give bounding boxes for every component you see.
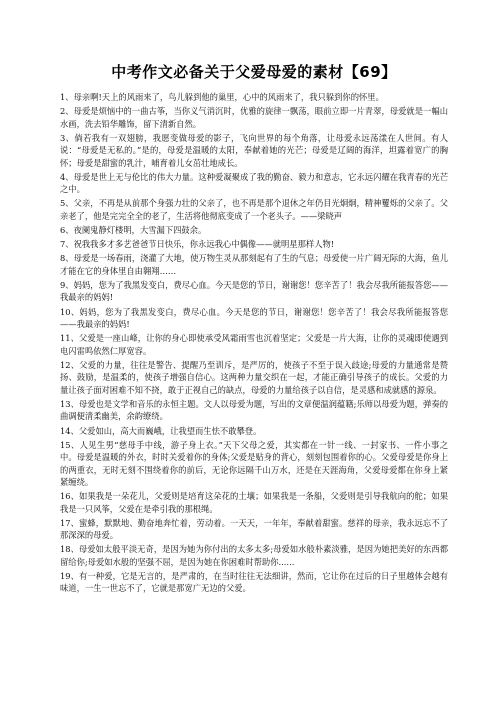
list-item: 18、母爱如太般平淡无奇，是因为她为你付出的太多太多;母爱如水般朴素淡雅，是因为她把美好的东西都留给你;母爱如水般的坚强不屈，是因为她在你困难时帮助你...... [60,544,448,567]
list-item: 1、母亲啊!天上的风雨来了，鸟儿躲到他的巢里，心中的风雨来了，我只躲到你的怀里。 [60,92,384,102]
list-item: 6、夜阑鬼静灯楼明，大雪漏下四鼓余。 [60,225,207,236]
list-item: 3、倘若我有一双翅膀，我愿变做母爱的影子，飞向世界的每个角落，让母爱永远荡漾在人世间。有人说：“母爱是无私的。”是的，母爱是温暖的太阳，奉献着她的光芒；母爱是辽阔的海洋，坦露着宽广的胸怀；母爱是甜蜜的乳汁，哺育着儿女茁壮地成长。 [60,132,448,168]
list-item: 7、祝我我多才多艺爸爸节日快乐，你永远我心中偶像——就明星那样人物! [60,239,335,250]
list-item: 15、人见生男“慈母手中线，游子身上衣。”天下父母之爱，其实都在一针一线、一封家书、一件小事之中。母爱是温暖的外衣，时时关爱着你的身体;父爱是贴身的背心，刻刻包围着你的心。父爱母爱是你身上的两重衣，无时无刻不围绕着你的前后，无论你远隔千山万水，还是在天涯海角，父爱母爱都在你身上紧紧缠绕。 [60,439,448,487]
list-item: 9、妈妈，您为了我黑发变白，费尽心血。今天是您的节日，谢谢您！您辛苦了！我会尽我所能报答您——我最亲的妈妈! [60,280,448,303]
list-item: 12、父爱的力量，往往是警告、提醒乃至训斥，是严厉的，使孩子不至于误入歧途;母爱的力量通常是赞扬、鼓励，是温柔的，使孩子增强自信心。这两种力量交织在一起，才能正确引导孩子的成长。父爱的力量让孩子面对困难不知不挠，敢于正视自己的缺点，母爱的力量给孩子以自信，是灵感和成就感的源泉。 [60,359,448,395]
list-item: 14、父爱如山，高大而巍峨，让我望而生怯不敢攀登。 [60,425,262,436]
list-item: 10、妈妈，您为了我黑发变白，费尽心血。今天是您的节日，谢谢您！您辛苦了！我会尽我所能报答您——我最亲的妈妈! [60,306,448,330]
list-item: 13、母爱也是文学和音乐的永恒主题。文人以母爱为题，写出的文章便温润蕴籍;乐师以母爱为题，弹奏的曲调便清柔幽美，余韵缭绕。 [60,398,448,422]
list-item: 2、母爱是烦恼中的一曲古筝，当你义气消沉时，优雅的旋律一飘荡，眼前立即一片青翠，母爱就是一幅山水画，洗去铅华雕饰，留下清新自然。 [60,106,448,129]
list-item: 19、有一种爱，它是无言的，是严肃的，在当时往往无法细讲，然而，它让你在过后的日子里越体会越有味道，一生一世忘不了，它就是那宽广无边的父爱。 [60,570,448,594]
list-item: 8、母爱是一场春雨，浇灌了大地，使万物生灵从那刻起有了生的气息；母爱使一片广阔无际的大海，鱼儿才能在它的身体里自由翱翔…… [60,253,448,276]
list-item: 16、如果我是一朵花儿，父爱则是培育这朵花的土壤；如果我是一条船，父爱则是引导我航向的舵；如果我是一只风筝，父爱在是牵引我的那根绳。 [60,491,448,514]
page-title: 中考作文必备关于父爱母爱的素材【69】 [111,63,397,81]
list-item: 11、父爱是一座山峰，让你的身心即使承受风霜雨雪也沉着坚定；父爱是一片大海，让你的灵魂即使遇到电闪雷鸣依然仁厚宽容。 [60,333,448,356]
list-item: 4、母爱是世上无与伦比的伟大力量。这种爱凝聚成了我的勤奋、毅力和意志，它永远闪耀在我青春的光芒之中。 [60,171,448,195]
list-item: 17、蜜蜂，默默地、勤奋地奔忙着，劳动着。一天天，一年年，奉献着甜蜜。慈祥的母亲，我永远忘不了那深深的母爱。 [60,517,448,541]
list-item: 5、父亲，不再是从前那个身强力壮的父亲了，也不再是那个退休之年仍目光炯炯，精神矍烁的父亲了。父亲老了，他是完完全全的老了，生活将他彻底变成了一个老头子。——梁晓声 [60,198,448,221]
item-list [60,91,448,595]
